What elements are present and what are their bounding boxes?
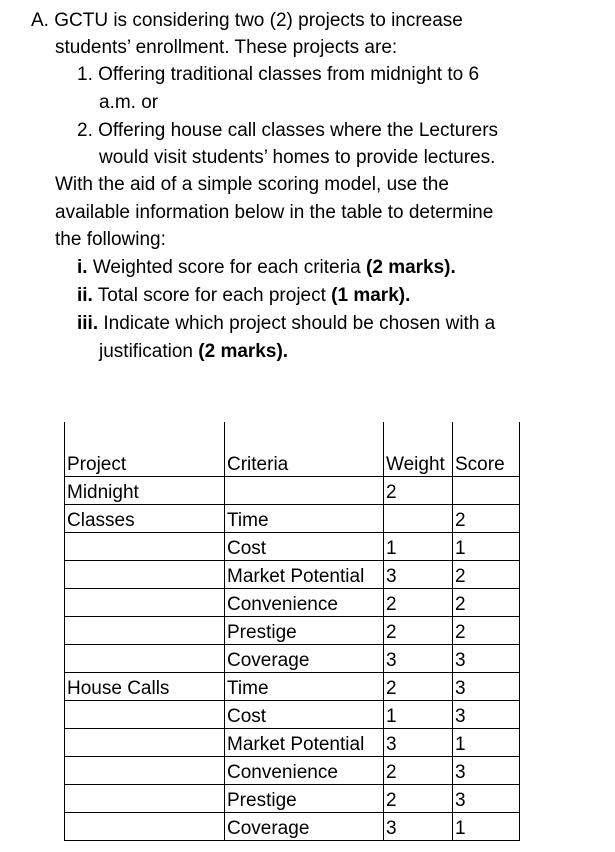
project-cell bbox=[65, 701, 225, 729]
part-iii bbox=[77, 313, 495, 335]
part-i-label: i. bbox=[77, 257, 88, 278]
criteria-cell: Convenience bbox=[225, 757, 384, 785]
criteria-cell: Convenience bbox=[225, 589, 384, 617]
part-ii bbox=[77, 285, 410, 307]
table-row bbox=[65, 673, 520, 701]
project-cell bbox=[65, 813, 225, 841]
header-project: Project bbox=[65, 422, 225, 477]
project-2-name: House Calls bbox=[65, 673, 225, 701]
header-score: Score bbox=[453, 422, 520, 477]
criteria-cell: Prestige bbox=[225, 785, 384, 813]
score-cell bbox=[453, 477, 520, 505]
weight-cell: 2 bbox=[384, 477, 453, 505]
score-cell: 2 bbox=[453, 589, 520, 617]
criteria-cell bbox=[225, 477, 384, 505]
table-row bbox=[65, 477, 520, 505]
task-line-2: available information below in the table to determine bbox=[55, 202, 494, 223]
score-cell: 1 bbox=[453, 813, 520, 841]
task-line-3: the following: bbox=[55, 229, 166, 250]
project-1-name: Midnight bbox=[65, 477, 225, 505]
part-ii-label: ii. bbox=[77, 285, 93, 306]
project-cell bbox=[65, 617, 225, 645]
part-iii-line-2 bbox=[99, 341, 288, 363]
project-cell bbox=[65, 533, 225, 561]
part-iii-justification: justification bbox=[99, 341, 199, 362]
weight-cell: 2 bbox=[384, 589, 453, 617]
part-iii-marks: (2 marks). bbox=[198, 341, 289, 362]
weight-cell: 2 bbox=[384, 757, 453, 785]
part-iii-text: Indicate which project should be chosen with a bbox=[98, 313, 496, 334]
weight-cell: 1 bbox=[384, 701, 453, 729]
task-line-1: With the aid of a simple scoring model, use the bbox=[55, 174, 449, 195]
table-row bbox=[65, 813, 520, 841]
score-cell: 3 bbox=[453, 701, 520, 729]
part-i-marks: (2 marks). bbox=[366, 257, 456, 278]
score-cell: 2 bbox=[453, 561, 520, 589]
criteria-cell: Coverage bbox=[225, 813, 384, 841]
criteria-cell: Market Potential bbox=[225, 729, 384, 757]
score-cell: 1 bbox=[453, 533, 520, 561]
project-1-line-2: a.m. or bbox=[99, 92, 159, 113]
part-iii-label: iii. bbox=[77, 313, 99, 334]
criteria-cell: Time bbox=[225, 673, 384, 701]
score-cell: 3 bbox=[453, 645, 520, 673]
table-row bbox=[65, 785, 520, 813]
header-criteria: Criteria bbox=[225, 422, 384, 477]
project-cell bbox=[65, 757, 225, 785]
part-i-text: Weighted score for each criteria bbox=[87, 257, 367, 278]
table-row bbox=[65, 701, 520, 729]
table-row bbox=[65, 533, 520, 561]
table-row bbox=[65, 757, 520, 785]
project-2-line-2: would visit students’ homes to provide lectures. bbox=[99, 147, 496, 168]
part-i bbox=[77, 257, 456, 279]
weight-cell bbox=[384, 505, 453, 533]
table-row bbox=[65, 589, 520, 617]
weight-cell: 3 bbox=[384, 813, 453, 841]
part-ii-marks: (1 mark). bbox=[331, 285, 411, 306]
project-1-name-cont: Classes bbox=[65, 505, 225, 533]
project-cell bbox=[65, 785, 225, 813]
weight-cell: 2 bbox=[384, 617, 453, 645]
table-row bbox=[65, 617, 520, 645]
project-cell bbox=[65, 561, 225, 589]
part-ii-text: Total score for each project bbox=[92, 285, 332, 306]
weight-cell: 2 bbox=[384, 673, 453, 701]
score-cell: 2 bbox=[453, 617, 520, 645]
score-cell: 3 bbox=[453, 785, 520, 813]
table-row bbox=[65, 505, 520, 533]
criteria-cell: Cost bbox=[225, 533, 384, 561]
project-2-line-1: 2. Offering house call classes where the Lecturers bbox=[77, 120, 499, 141]
intro-line-1: A. GCTU is considering two (2) projects to increase bbox=[31, 10, 463, 31]
table-row bbox=[65, 729, 520, 757]
score-cell: 3 bbox=[453, 673, 520, 701]
weight-cell: 3 bbox=[384, 561, 453, 589]
project-1-line-1: 1. Offering traditional classes from midnight to 6 bbox=[77, 64, 480, 85]
intro-line-2: students’ enrollment. These projects are: bbox=[55, 37, 398, 58]
score-cell: 2 bbox=[453, 505, 520, 533]
criteria-cell: Prestige bbox=[225, 617, 384, 645]
criteria-cell: Time bbox=[225, 505, 384, 533]
score-cell: 3 bbox=[453, 757, 520, 785]
weight-cell: 3 bbox=[384, 729, 453, 757]
table-row bbox=[65, 645, 520, 673]
criteria-cell: Cost bbox=[225, 701, 384, 729]
weight-cell: 2 bbox=[384, 785, 453, 813]
header-weight: Weight bbox=[384, 422, 453, 477]
project-cell bbox=[65, 645, 225, 673]
project-cell bbox=[65, 589, 225, 617]
project-cell bbox=[65, 729, 225, 757]
weight-cell: 3 bbox=[384, 645, 453, 673]
score-cell: 1 bbox=[453, 729, 520, 757]
table-row bbox=[65, 561, 520, 589]
table-header-row bbox=[65, 422, 520, 477]
scoring-table bbox=[64, 422, 520, 841]
weight-cell: 1 bbox=[384, 533, 453, 561]
criteria-cell: Market Potential bbox=[225, 561, 384, 589]
criteria-cell: Coverage bbox=[225, 645, 384, 673]
